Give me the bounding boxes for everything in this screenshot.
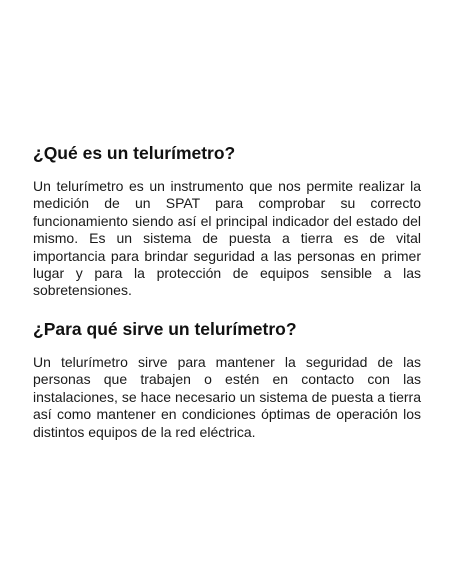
section-heading: ¿Para qué sirve un telurímetro? <box>33 319 297 339</box>
section-what-for <box>33 318 421 441</box>
section-heading: ¿Qué es un telurímetro? <box>33 143 236 163</box>
section-paragraph: Un telurímetro sirve para mantener la seguridad de las personas que trabajen o estén en contacto con las instalaciones, se hace necesario un sistema de puesta a tierra así como mantener en condiciones óptimas de operación los distintos equipos de la red eléctrica. <box>33 354 421 440</box>
section-paragraph: Un telurímetro es un instrumento que nos permite realizar la medición de un SPAT para comprobar su correcto funcionamiento siendo así el principal indicador del estado del mismo. Es un sistema de puesta a tierra es de vital importancia para brindar seguridad a las personas en primer lugar y para la protección de equipos sensible a las sobretensiones. <box>33 178 421 299</box>
section-what-is <box>33 142 421 300</box>
